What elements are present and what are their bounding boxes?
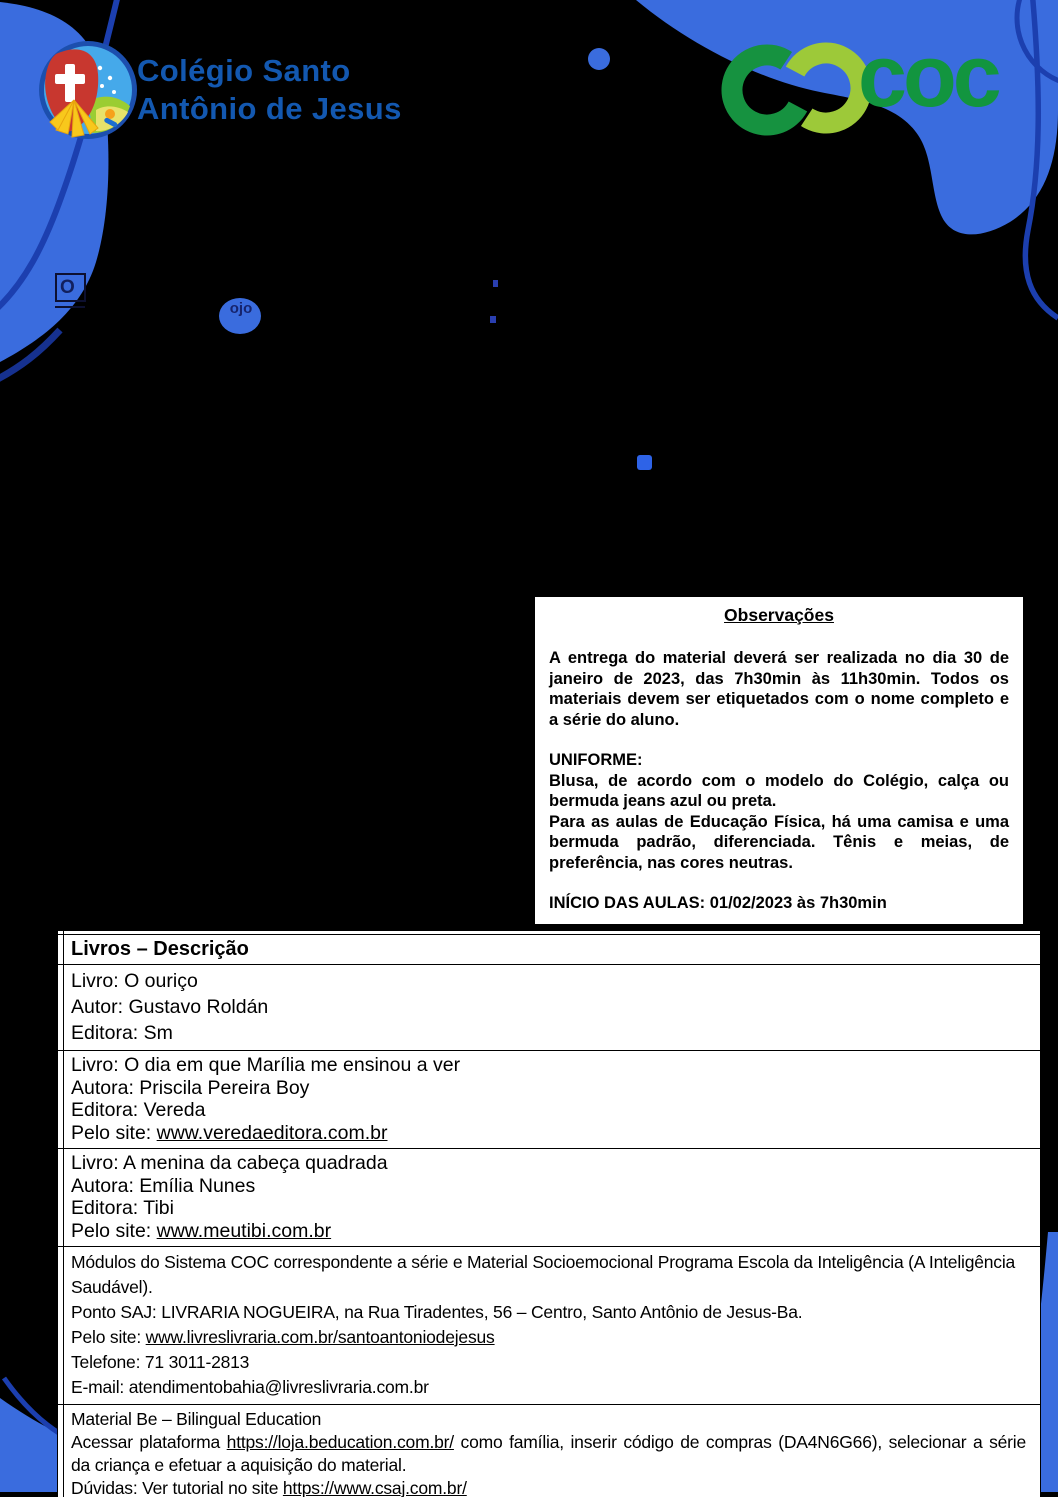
observacoes-title: Observações (724, 605, 834, 625)
livros-table-header: Livros – Descrição (58, 934, 1040, 965)
square-fragment (637, 455, 652, 470)
table-line: Autor: Gustavo Roldán (71, 996, 269, 1018)
table-row (58, 1050, 1040, 1148)
table-line: Editora: Sm (71, 1022, 173, 1044)
tiny-mark-1 (493, 280, 498, 287)
table-line: Ponto SAJ: LIVRARIA NOGUEIRA, na Rua Tiradentes, 56 – Centro, Santo Antônio de Jesus-Ba. (71, 1302, 803, 1322)
tiny-mark-2 (490, 316, 496, 323)
observacoes-line: Blusa, de acordo com o modelo do Colégio, calça ou bermuda jeans azul ou preta. (549, 771, 1009, 810)
letter-box-line (55, 306, 85, 308)
line-text: Pelo site: (71, 1219, 157, 1242)
table-line: Livro: O ouriço (71, 970, 198, 992)
table-line (71, 1325, 1026, 1350)
observacoes-line: UNIFORME: (549, 751, 643, 769)
line-text: Pelo site: (71, 1121, 157, 1144)
link[interactable]: www.meutibi.com.br (156, 1219, 332, 1242)
observacoes-body (549, 648, 1009, 914)
observacoes-line: A entrega do material deverá ser realizada no dia 30 de janeiro de 2023, das 7h30min às 11h30min. Todos os materiais devem ser etiquetados com o nome completo e a série do aluno. (549, 649, 1009, 729)
link[interactable]: www.livreslivraria.com.br/santoantoniodejesus (145, 1327, 495, 1347)
school-name-line1: Colégio Santo (137, 53, 351, 88)
link[interactable]: www.veredaeditora.com.br (156, 1121, 388, 1144)
line-text: como família, inserir código de compras (DA4N6G66), selecionar a série da criança e efetuar a aquisição do material. (71, 1432, 1026, 1475)
line-text: Pelo site: (71, 1327, 146, 1347)
table-row (58, 1404, 1040, 1497)
link[interactable]: https://loja.beducation.com.br/ (226, 1432, 454, 1452)
table-line: Material Be – Bilingual Education (71, 1409, 322, 1429)
coc-logo-text: coc (858, 26, 998, 125)
observacoes-line: INÍCIO DAS AULAS: 01/02/2023 às 7h30min (549, 894, 887, 912)
table-line: Editora: Vereda (71, 1099, 206, 1121)
table-line (71, 1431, 1026, 1477)
table-inner-border (63, 931, 64, 1497)
line-text: Acessar plataforma (71, 1432, 227, 1452)
line-text: Dúvidas: Ver tutorial no site (71, 1478, 283, 1497)
table-line (71, 1477, 1026, 1497)
livros-rows (58, 965, 1040, 1497)
table-line: Telefone: 71 3011-2813 (71, 1352, 250, 1372)
observacoes-line (549, 873, 1009, 893)
observacoes-box (533, 595, 1025, 926)
table-line: Autora: Emília Nunes (71, 1174, 256, 1197)
table-line: Autora: Priscila Pereira Boy (71, 1076, 310, 1099)
school-logo-icon (38, 40, 138, 140)
dot-fragment (588, 48, 610, 70)
table-line: Módulos do Sistema COC correspondente a série e Material Socioemocional Programa Escola da Inteligência (A Inteligência Saudável). (71, 1252, 1016, 1297)
table-line (71, 1220, 1026, 1243)
school-name-line2: Antônio de Jesus (137, 91, 402, 126)
table-line: Editora: Tibi (71, 1197, 174, 1219)
ojo-text-fragment: ojo (229, 300, 253, 317)
table-row (58, 1148, 1040, 1246)
letter-box-fragment: O (55, 273, 86, 302)
observacoes-line (549, 730, 1009, 750)
link[interactable]: https://www.csaj.com.br/ (282, 1478, 467, 1497)
table-line (71, 1122, 1026, 1145)
table-line: E-mail: atendimentobahia@livreslivraria.com.br (71, 1377, 429, 1397)
table-line: Livro: A menina da cabeça quadrada (71, 1152, 388, 1174)
coc-logo-icon (692, 30, 872, 155)
table-line: Livro: O dia em que Marília me ensinou a ver (71, 1054, 461, 1076)
table-row (58, 965, 1040, 1050)
table-row (58, 1246, 1040, 1404)
observacoes-line: Para as aulas de Educação Física, há uma camisa e uma bermuda padrão, diferenciada. Tênis e meias, de preferência, nas cores neutras. (549, 812, 1009, 872)
school-name (137, 52, 402, 128)
livros-table (57, 930, 1041, 1497)
